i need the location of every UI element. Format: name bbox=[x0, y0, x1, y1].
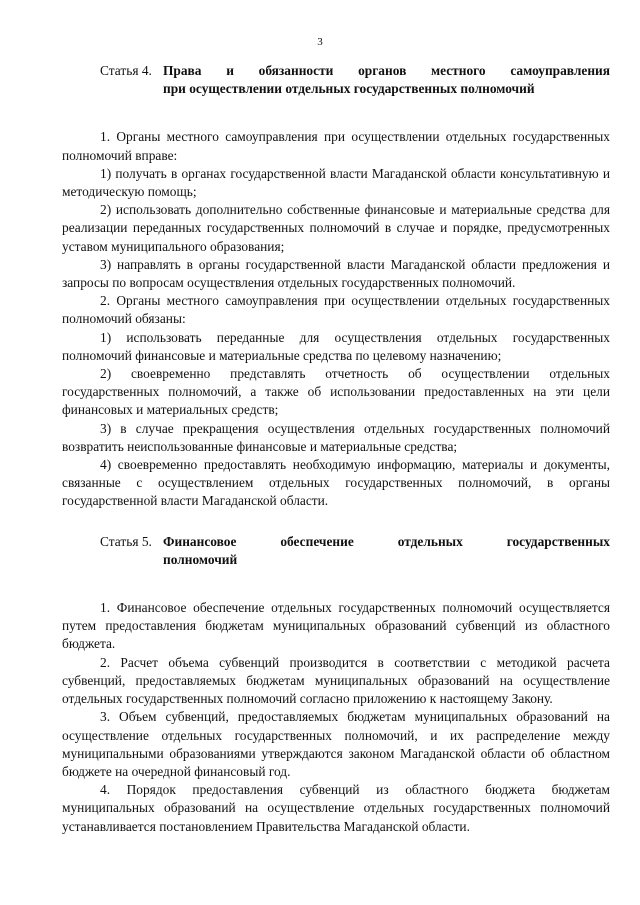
article-4-title bbox=[163, 62, 610, 98]
article-4-paragraph: 2) использовать дополнительно собственные финансовые и материальные средства для реализации переданных государственных полномочий в случае и порядке, предусмотренных уставом муниципального образования; bbox=[62, 202, 610, 254]
document-content bbox=[62, 62, 610, 836]
article-4-paragraph: 1) получать в органах государственной власти Магаданской области консультативную и методическую помощь; bbox=[62, 165, 610, 200]
article-4-paragraph: 1. Органы местного самоуправления при осуществлении отдельных государственных полномочий вправе: bbox=[62, 129, 610, 163]
article-5-title-line: полномочий bbox=[163, 551, 238, 567]
article-5-paragraph: 2. Расчет объема субвенций производится в соответствии с методикой расчета субвенций, предоставляемых бюджетам муниципальных образований на осуществление отдельных государственных полномочий согласно приложению к настоящему Закону. bbox=[62, 654, 610, 707]
page-number: 3 bbox=[317, 36, 323, 48]
article-5-paragraph: 1. Финансовое обеспечение отдельных государственных полномочий осуществляется путем предоставления бюджетам муниципальных образований субвенций из областного бюджета. bbox=[62, 600, 610, 652]
article-5-label: Статья 5. bbox=[100, 533, 152, 549]
article-4-paragraph: 3) направлять в органы государственной власти Магаданской области предложения и запросы по вопросам осуществления отдельных государственных полномочий. bbox=[62, 256, 610, 291]
article-4-paragraph: 2. Органы местного самоуправления при осуществлении отдельных государственных полномочий обязаны: bbox=[62, 293, 610, 327]
article-4-label: Статья 4. bbox=[100, 63, 152, 78]
article-4-paragraph: 3) в случае прекращения осуществления отдельных государственных полномочий возвратить неиспользованные финансовые и материальные средства; bbox=[62, 420, 610, 454]
article-4-title-line: Права и обязанности органов местного самоуправления bbox=[163, 63, 610, 78]
article-4-paragraph: 2) своевременно представлять отчетность об осуществлении отдельных государственных полномочий, а также об использовании предоставленных на эти цели финансовых и материальных средств; bbox=[62, 366, 610, 418]
article-4-paragraph: 1) использовать переданные для осуществления отдельных государственных полномочий финансовые и материальные средства по целевому назначению; bbox=[62, 329, 610, 363]
article-4-title-line: при осуществлении отдельных государственных полномочий bbox=[163, 81, 535, 97]
article-5-paragraph: 3. Объем субвенций, предоставляемых бюджетам муниципальных образований на осуществление отдельных государственных полномочий, и их распределение между муниципальными образованиями утверждаются законом Магаданской области об областном бюджете на очередной финансовый год. bbox=[62, 709, 610, 779]
article-4-paragraph: 4) своевременно предоставлять необходимую информацию, материалы и документы, связанные с осуществлением отдельных государственных полномочий, в органы государственной власти Магаданской области. bbox=[62, 457, 610, 509]
article-5-paragraph: 4. Порядок предоставления субвенций из областного бюджета бюджетам муниципальных образований на осуществление отдельных государственных полномочий устанавливается постановлением Правительства Магаданской области. bbox=[62, 782, 610, 834]
article-4-heading bbox=[62, 62, 610, 98]
article-5-title-line: Финансовое обеспечение отдельных государственных bbox=[163, 533, 610, 549]
article-5-heading bbox=[62, 533, 610, 569]
article-5-title bbox=[163, 533, 610, 569]
